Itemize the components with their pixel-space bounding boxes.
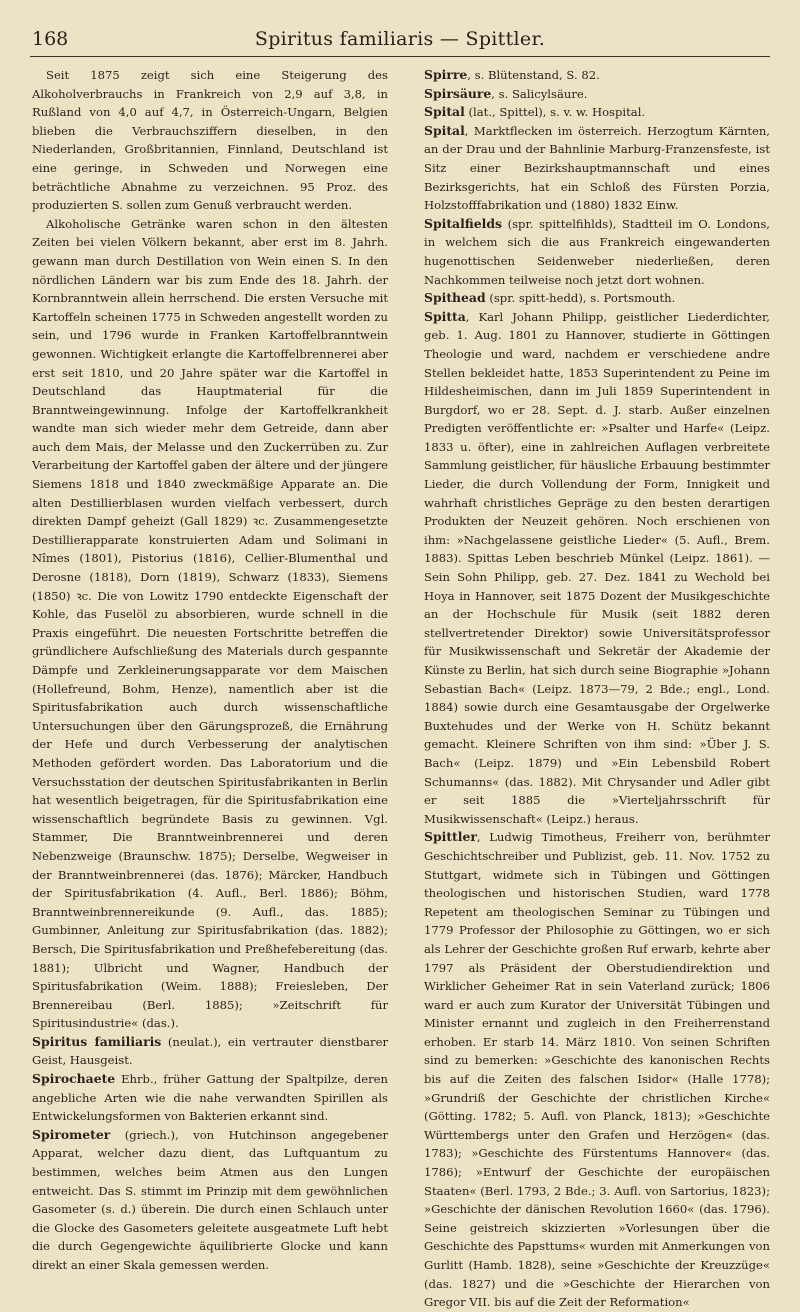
- entry-headword: Spirre: [424, 67, 468, 82]
- entry-text: (neulat.), ein vertrauter dienstbarer Geist, Hausgeist.: [32, 1034, 388, 1068]
- entry-headword: Spitalfields: [424, 215, 503, 231]
- entry-text: , s. Salicylsäure.: [491, 86, 588, 101]
- entry-headword: Spithead: [424, 290, 486, 306]
- entry-text: (griech.), von Hutchinson angegebener Apparat, welcher dazu dient, das Luftquantum zu bestimmen, welches beim Atmen aus den Lungen entweicht. Das S. stimmt im Prinzip mit dem gewöhnlichen Gasometer (s. d.) überein. Die durch einen Schlauch unter die Glocke des Gasometers geleitete ausgeatmete Luft hebt die durch Gegengewichte äquilibrierte Glocke und kann direkt an einer Skala gemessen werden.: [32, 1127, 388, 1272]
- dictionary-entry: [424, 122, 770, 215]
- entry-text: , s. Blütenstand, S. 82.: [467, 68, 600, 82]
- dictionary-entry: [424, 103, 770, 122]
- dictionary-entry: [32, 1070, 388, 1126]
- entry-text: , Marktflecken im österreich. Herzogtum Kärnten, an der Drau und der Bahnlinie Marburg-Franzensfeste, ist Sitz einer Bezirkshauptmannschaft und eines Bezirksgerichts, hat ein Schloß des Fürsten Porzia, Holzstofffabrikation und (1880) 1832 Einw.: [424, 123, 770, 213]
- entry-headword: Spirsäure: [424, 85, 492, 101]
- body-paragraph: Seit 1875 zeigt sich eine Steigerung des Alkoholverbrauchs in Frankreich von 2,9 auf 3,8, in Rußland von 4,0 auf 4,7, in Österreich-Ungarn, Belgien blieben die Verbrauchsziffern dieselben, in den Niederlanden, Großbritannien, Finnland, Deutschland ist eine geringe, in Schweden und Norwegen eine beträchtliche Abnahme zu verzeichnen. 95 Proz. des produzierten S. sollen zum Genuß verbraucht werden.: [32, 68, 388, 213]
- entry-text: (spr. spitt-hedd), s. Portsmouth.: [485, 291, 676, 306]
- entry-headword: Spirochaete: [32, 1071, 116, 1087]
- entry-text: (lat., Spittel), s. v. w. Hospital.: [464, 105, 646, 120]
- entry-text: , Ludwig Timotheus, Freiherr von, berühmter Geschichtschreiber und Publizist, geb. 11. Nov. 1752 zu Stuttgart, widmete sich in Tübingen und Göttingen theologischen und historischen Studien, ward 1778 Repetent am theologischen Seminar zu Tübingen und 1779 Professor der Philosophie zu Göttingen, wo er sich als Lehrer der Geschichte großen Ruf erwarb, kehrte aber 1797 als Präsident der Oberstudiendirektion und Wirklicher Geheimer Rat in sein Vaterland zurück; 1806 ward er auch zum Kurator der Universität Tübingen und Minister ernannt und zugleich in den Freiherrenstand erhoben. Er starb 14. März 1810. Von seinen Schriften sind zu bemerken: »Geschichte des kanonischen Rechts bis auf die Zeiten des falschen Isidor« (Halle 1778); »Grundriß der Geschichte der christlichen Kirche« (Götting. 1782; 5. Aufl. von Planck, 1813); »Geschichte Württembergs unter den Grafen und Herzögen« (das. 1783); »Geschichte des Fürstentums Hannover« (das. 1786); »Entwurf der Geschichte der europäischen Staaten« (Berl. 1793, 2 Bde.; 3. Aufl. von Sartorius, 1823); »Geschichte der dänischen Revolution 1660« (das. 1796). Seine geistreich skizzierten »Vorlesungen über die Geschichte des Papsttums« wurden mit Anmerkungen von Gurlitt (Hamb. 1828), seine »Geschichte der Kreuzzüge« (das. 1827) und die »Geschichte der Hierarchen von Gregor VII. bis auf die Zeit der Reformation«: [424, 830, 770, 1310]
- entry-text: Ehrb., früher Gattung der Spaltpilze, deren angebliche Arten wie die nahe verwandten Spirillen als Entwickelungsformen von Bakterien erkannt sind.: [32, 1072, 388, 1124]
- entry-text: (spr. spittelfihlds), Stadtteil im O. Londons, in welchem sich die aus Frankreich eingewanderten hugenottischen Seidenweber niederließen, deren Nachkommen teilweise noch jetzt dort wohnen.: [424, 216, 770, 287]
- right-column: [424, 66, 770, 1312]
- page-header: [30, 26, 770, 57]
- running-title: Spiritus familiaris — Spittler.: [254, 28, 546, 50]
- dictionary-entry: [32, 1126, 388, 1275]
- entry-headword: Spiritus familiaris: [32, 1033, 162, 1049]
- entry-headword: Spirometer: [32, 1126, 111, 1142]
- entry-headword: Spital: [424, 122, 465, 138]
- entry-text: , Karl Johann Philipp, geistlicher Liederdichter, geb. 1. Aug. 1801 zu Hannover, studierte in Göttingen Theologie und ward, nachdem er verschiedene andre Stellen bekleidet hatte, 1853 Superintendent zu Peine im Hildesheimischen, dann im Juli 1859 Superintendent in Burgdorf, wo er 28. Sept. d. J. starb. Außer einzelnen Predigten veröffentlichte er: »Psalter und Harfe« (Leipz. 1833 u. öfter), eine in zahlreichen Auflagen verbreitete Sammlung geistlicher, für häusliche Erbauung bestimmter Lieder, die durch Vollendung der Form, Innigkeit und wahrhaft christliches Gepräge zu den besten derartigen Produkten der Neuzeit gehören. Noch erschienen von ihm: »Nachgelassene geistliche Lieder« (5. Aufl., Brem. 1883). Spittas Leben beschrieb Münkel (Leipz. 1861). — Sein Sohn Philipp, geb. 27. Dez. 1841 zu Wechold bei Hoya in Hannover, seit 1875 Dozent der Musikgeschichte an der Hochschule für Musik (seit 1882 deren stellvertretender Direktor) sowie Universitätsprofessor für Musikwissenschaft und Sekretär der Akademie der Künste zu Berlin, hat sich durch seine Biographie »Johann Sebastian Bach« (Leipz. 1873—79, 2 Bde.; engl., Lond. 1884) sowie durch eine Gesamtausgabe der Orgelwerke Buxtehudes und der Werke von H. Schütz bekannt gemacht. Kleinere Schriften von ihm sind: »Über J. S. Bach« (Leipz. 1879) und »Ein Lebensbild Robert Schumanns« (das. 1882). Mit Chrysander und Adler gibt er seit 1885 die »Vierteljahrsschrift für Musikwissenschaft« (Leipz.) heraus.: [424, 309, 770, 826]
- dictionary-entry: [424, 289, 770, 308]
- entry-headword: Spittler: [424, 829, 477, 845]
- dictionary-entry: [424, 828, 770, 1311]
- entry-headword: Spitta: [424, 308, 466, 324]
- body-paragraph: Alkoholische Getränke waren schon in den ältesten Zeiten bei vielen Völkern bekannt, aber erst im 8. Jahrh. gewann man durch Destillation von Wein einen S. In den nördlichen Ländern war bis zum Ende des 18. Jahrh. der Kornbranntwein allein herrschend. Die ersten Versuche mit Kartoffeln scheinen 1775 in Schweden angestellt worden zu sein, und 1796 wurde in Franken Kartoffelbranntwein gewonnen. Wichtigkeit erlangte die Kartoffelbrennerei aber erst seit 1810, und 20 Jahre später war die Kartoffel in Deutschland das Hauptmaterial für die Branntweingewinnung. Infolge der Kartoffelkrankheit wandte man sich wieder mehr dem Getreide, dann aber auch dem Mais, der Melasse und den Zuckerrüben zu. Zur Verarbeitung der Kartoffel gaben der ältere und der jüngere Siemens 1818 und 1840 zweckmäßige Apparate an. Die alten Destillierblasen wurden vielfach verbessert, durch direkten Dampf geheizt (Gall 1829) ꝛc. Zusammengesetzte Destillierapparate konstruierten Adam und Solimani in Nîmes (1801), Pistorius (1816), Cellier-Blumenthal und Derosne (1818), Dorn (1819), Schwarz (1833), Siemens (1850) ꝛc. Die von Lowitz 1790 entdeckte Eigenschaft der Kohle, das Fuselöl zu absorbieren, wurde schnell in die Praxis eingeführt. Die neuesten Fortschritte betreffen die gründlichere Aufschließung des Materials durch gespannte Dämpfe und Zerkleinerungsapparate vor dem Maischen (Hollefreund, Bohm, Henze), namentlich aber ist die Spiritusfabrikation auch durch wissenschaftliche Untersuchungen über den Gärungsprozeß, die Ernährung der Hefe und durch Verbesserung der analytischen Methoden gefördert worden. Das Laboratorium und die Versuchsstation der deutschen Spiritusfabrikanten in Berlin hat wesentlich beigetragen, für die Spiritusfabrikation eine wissenschaftlich begründete Basis zu gewinnen. Vgl. Stammer, Die Branntweinbrennerei und deren Nebenzweige (Braunschw. 1875); Derselbe, Wegweiser in der Branntweinbrennerei (das. 1876); Märcker, Handbuch der Spiritusfabrikation (4. Aufl., Berl. 1886); Böhm, Branntweinbrennereikunde (9. Aufl., das. 1885); Gumbinner, Anleitung zur Spiritusfabrikation (das. 1882); Bersch, Die Spiritusfabrikation und Preßhefebereitung (das. 1881); Ulbricht und Wagner, Handbuch der Spiritusfabrikation (Weim. 1888); Freiesleben, Der Brennereibau (Berl. 1885); »Zeitschrift für Spiritusindustrie« (das.).: [32, 216, 388, 1031]
- page-number: 168: [32, 28, 69, 50]
- left-column: [32, 66, 388, 1275]
- dictionary-entry: [424, 66, 770, 85]
- dictionary-entry: [32, 1033, 388, 1070]
- dictionary-entry: [424, 308, 770, 829]
- dictionary-entry: [424, 85, 770, 104]
- dictionary-entry: [424, 215, 770, 289]
- entry-headword: Spital: [424, 104, 465, 120]
